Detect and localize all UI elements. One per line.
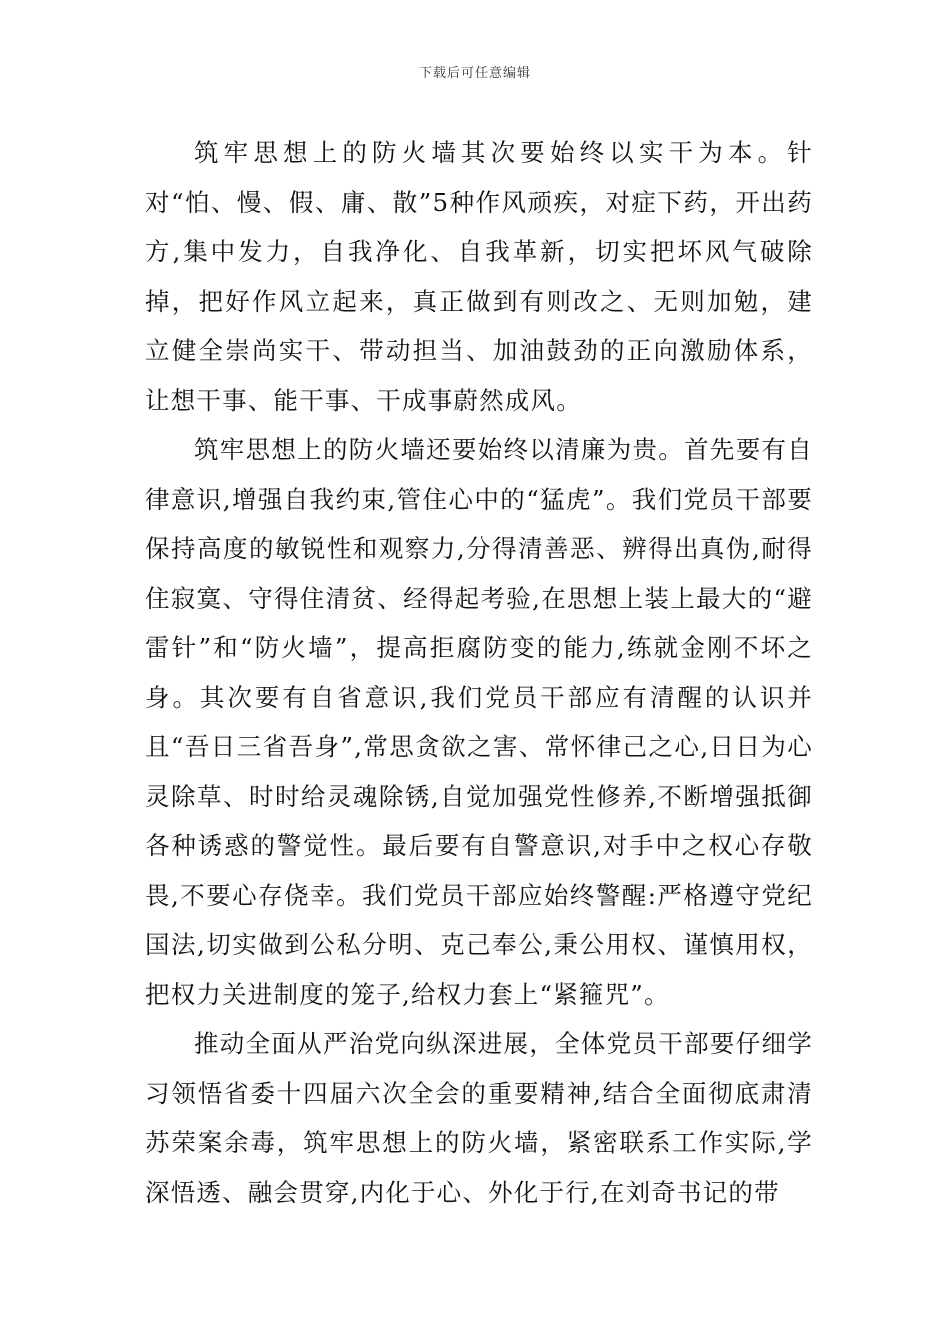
paragraph-1: 筑牢思想上的防火墙其次要始终以实干为本。针对“怕、慢、假、庸、散”5种作风顽疾，对症下药，开出药方,集中发力，自我净化、自我革新，切实把坏风气破除掉，把好作风立起来，真正做到有则改之、无则加勉，建立健全崇尚实干、带动担当、加油鼓劲的正向激励体系，让想干事、能干事、干成事蔚然成风。 <box>145 138 813 415</box>
paragraph-2: 筑牢思想上的防火墙还要始终以清廉为贵。首先要有自律意识,增强自我约束,管住心中的“猛虎”。我们党员干部要保持高度的敏锐性和观察力,分得清善恶、辨得出真伪,耐得住寂寞、守得住清贫、经得起考验,在思想上装上最大的“避雷针”和“防火墙”，提高拒腐防变的能力,练就金刚不坏之身。其次要有自省意识,我们党员干部应有清醒的认识并且“吾日三省吾身”,常思贪欲之害、常怀律己之心,日日为心灵除草、时时给灵魂除锈,自觉加强党性修养,不断增强抵御各种诱惑的警觉性。最后要有自警意识,对手中之权心存敬畏,不要心存侥幸。我们党员干部应始终警醒:严格遵守党纪国法,切实做到公私分明、克己奉公,秉公用权、谨慎用权，把权力关进制度的笼子,给权力套上“紧箍咒”。 <box>145 435 813 1009</box>
page-header-note: 下载后可任意编辑 <box>418 66 531 81</box>
document-body <box>145 128 813 1217</box>
paragraph-3: 推动全面从严治党向纵深进展，全体党员干部要仔细学习领悟省委十四届六次全会的重要精神,结合全面彻底肃清苏荣案余毒，筑牢思想上的防火墙，紧密联系工作实际,学深悟透、融会贯穿,内化于心、外化于行,在刘奇书记的带 <box>145 1029 813 1207</box>
